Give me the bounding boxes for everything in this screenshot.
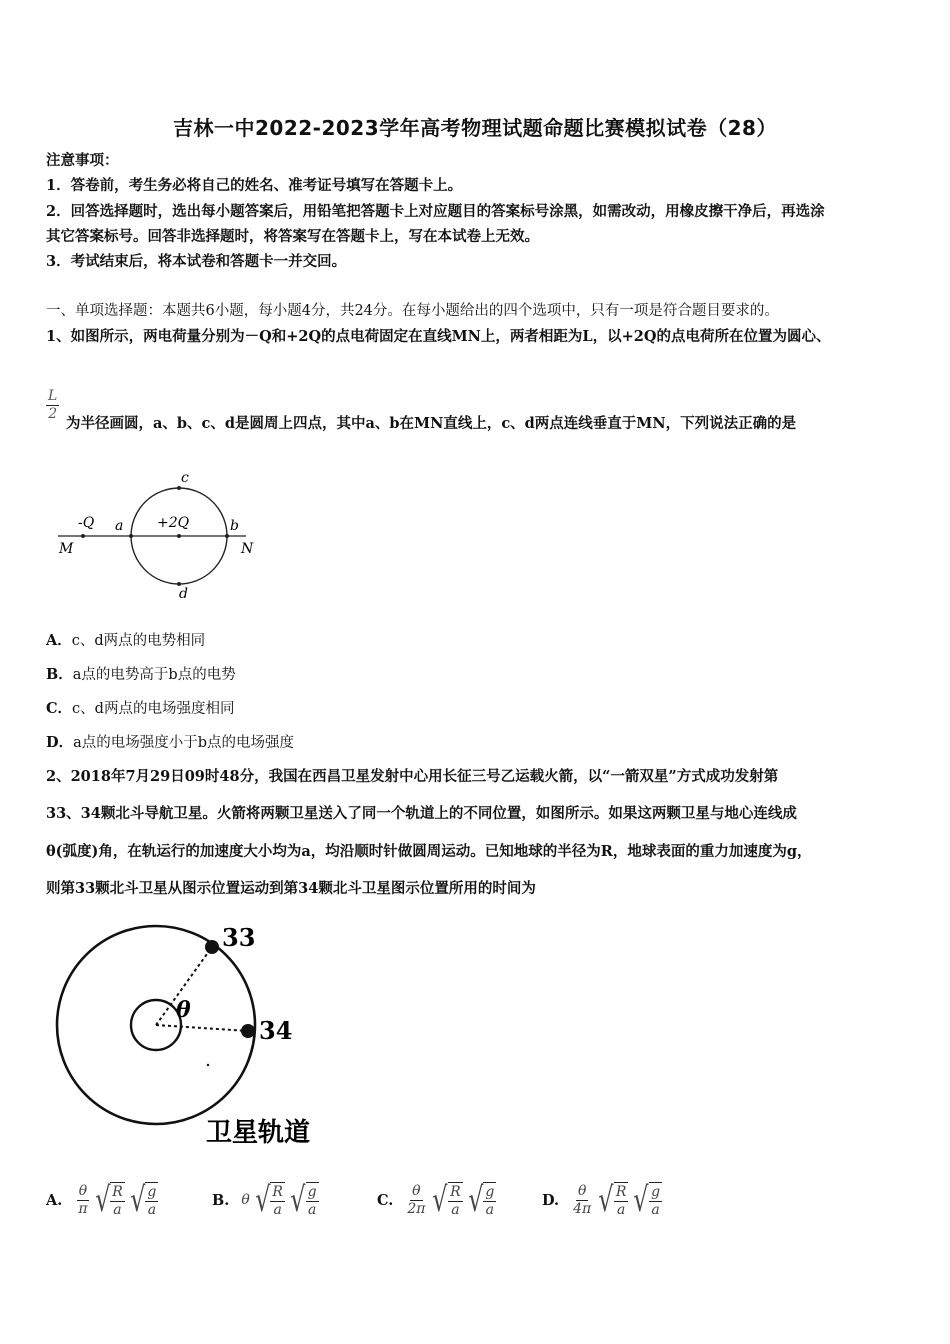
q1-option-a: A．c、d两点的电势相同 xyxy=(46,632,206,649)
q1-option-c: C．c、d两点的电场强度相同 xyxy=(46,700,235,717)
figure-caption: 卫星轨道 xyxy=(206,1118,311,1148)
point-a xyxy=(129,534,133,538)
notice-item-1: 1．答卷前，考生务必将自己的姓名、准考证号填写在答题卡上。 xyxy=(46,177,463,194)
q2-satellite-figure xyxy=(46,915,346,1155)
label-a: a xyxy=(115,518,124,534)
notice-item-2-cont: 其它答案标号。回答非选择题时，将答案写在答题卡上，写在本试卷上无效。 xyxy=(46,228,539,245)
label-34: 34 xyxy=(259,1016,293,1045)
q2-option-a: A. $\frac{\theta}{\pi}$ √ $\frac{R}{a}$ √ $\frac{g}{a}$ xyxy=(46,1180,157,1220)
label-neg-q: -Q xyxy=(78,515,95,531)
section-heading: 一、单项选择题：本题共6小题，每小题4分，共24分。在每小题给出的四个选项中，只有一项是符合题目要求的。 xyxy=(46,303,779,319)
q2-stem-line2: 33、34颗北斗导航卫星。火箭将两颗卫星送入了同一个轨道上的不同位置，如图所示。如果这两颗卫星与地心连线成 xyxy=(46,805,797,822)
satellite-33 xyxy=(205,940,219,954)
q1-option-b: B．a点的电势高于b点的电势 xyxy=(46,666,236,683)
pos-charge-point xyxy=(177,534,181,538)
q2-option-d: D. $\frac{\theta}{4\pi}$ √ $\frac{R}{a}$ √ $\frac{g}{a}$ xyxy=(542,1180,661,1220)
notice-item-2: 2．回答选择题时，选出每小题答案后，用铅笔把答题卡上对应题目的答案标号涂黑，如需改动，用橡皮擦干净后，再选涂 xyxy=(46,203,825,220)
q2-option-b: B. θ √ $\frac{R}{a}$ √ $\frac{g}{a}$ xyxy=(212,1180,317,1220)
label-n: N xyxy=(241,541,254,557)
q1-frac-den: 2 xyxy=(48,406,58,422)
q1-charge-figure xyxy=(50,466,270,606)
radius-to-34 xyxy=(156,1025,248,1031)
label-33: 33 xyxy=(222,923,256,952)
q1-radius-fraction xyxy=(46,388,59,423)
page-title: 吉林一中2022-2023学年高考物理试题命题比赛模拟试卷（28） xyxy=(173,116,777,140)
point-c xyxy=(177,486,181,490)
q1-stem-line2: 为半径画圆，a、b、c、d是圆周上四点，其中a、b在MN直线上，c、d两点连线垂直于MN，下列说法正确的是 xyxy=(66,415,797,432)
q2-stem-line3: θ(弧度)角，在轨运行的加速度大小均为a，均沿顺时针做圆周运动。已知地球的半径为R，地球表面的重力加速度为g， xyxy=(46,843,812,860)
q2-stem-line4: 则第33颗北斗卫星从图示位置运动到第34颗北斗卫星图示位置所用的时间为 xyxy=(46,880,536,897)
point-b xyxy=(225,534,229,538)
q1-stem-line1: 1、如图所示，两电荷量分别为－Q和+2Q的点电荷固定在直线MN上，两者相距为L，以+2Q的点电荷所在位置为圆心、 xyxy=(46,328,831,345)
stray-dot xyxy=(207,1064,209,1066)
label-pos-2q: +2Q xyxy=(157,515,190,531)
notice-heading: 注意事项： xyxy=(46,152,119,169)
q1-option-d: D．a点的电场强度小于b点的电场强度 xyxy=(46,734,295,751)
label-c: c xyxy=(181,470,189,486)
label-d: d xyxy=(179,586,188,602)
q2-stem-line1: 2、2018年7月29日09时48分，我国在西昌卫星发射中心用长征三号乙运载火箭，以“一箭双星”方式成功发射第 xyxy=(46,768,779,785)
label-m: M xyxy=(59,541,74,557)
q2-option-c: C. $\frac{\theta}{2\pi}$ √ $\frac{R}{a}$ √ $\frac{g}{a}$ xyxy=(377,1180,495,1220)
neg-charge-point xyxy=(81,534,85,538)
label-b: b xyxy=(230,518,239,534)
label-theta: θ xyxy=(176,997,191,1023)
q1-frac-num: L xyxy=(48,388,58,404)
satellite-34 xyxy=(241,1024,255,1038)
notice-item-3: 3．考试结束后，将本试卷和答题卡一并交回。 xyxy=(46,253,347,270)
